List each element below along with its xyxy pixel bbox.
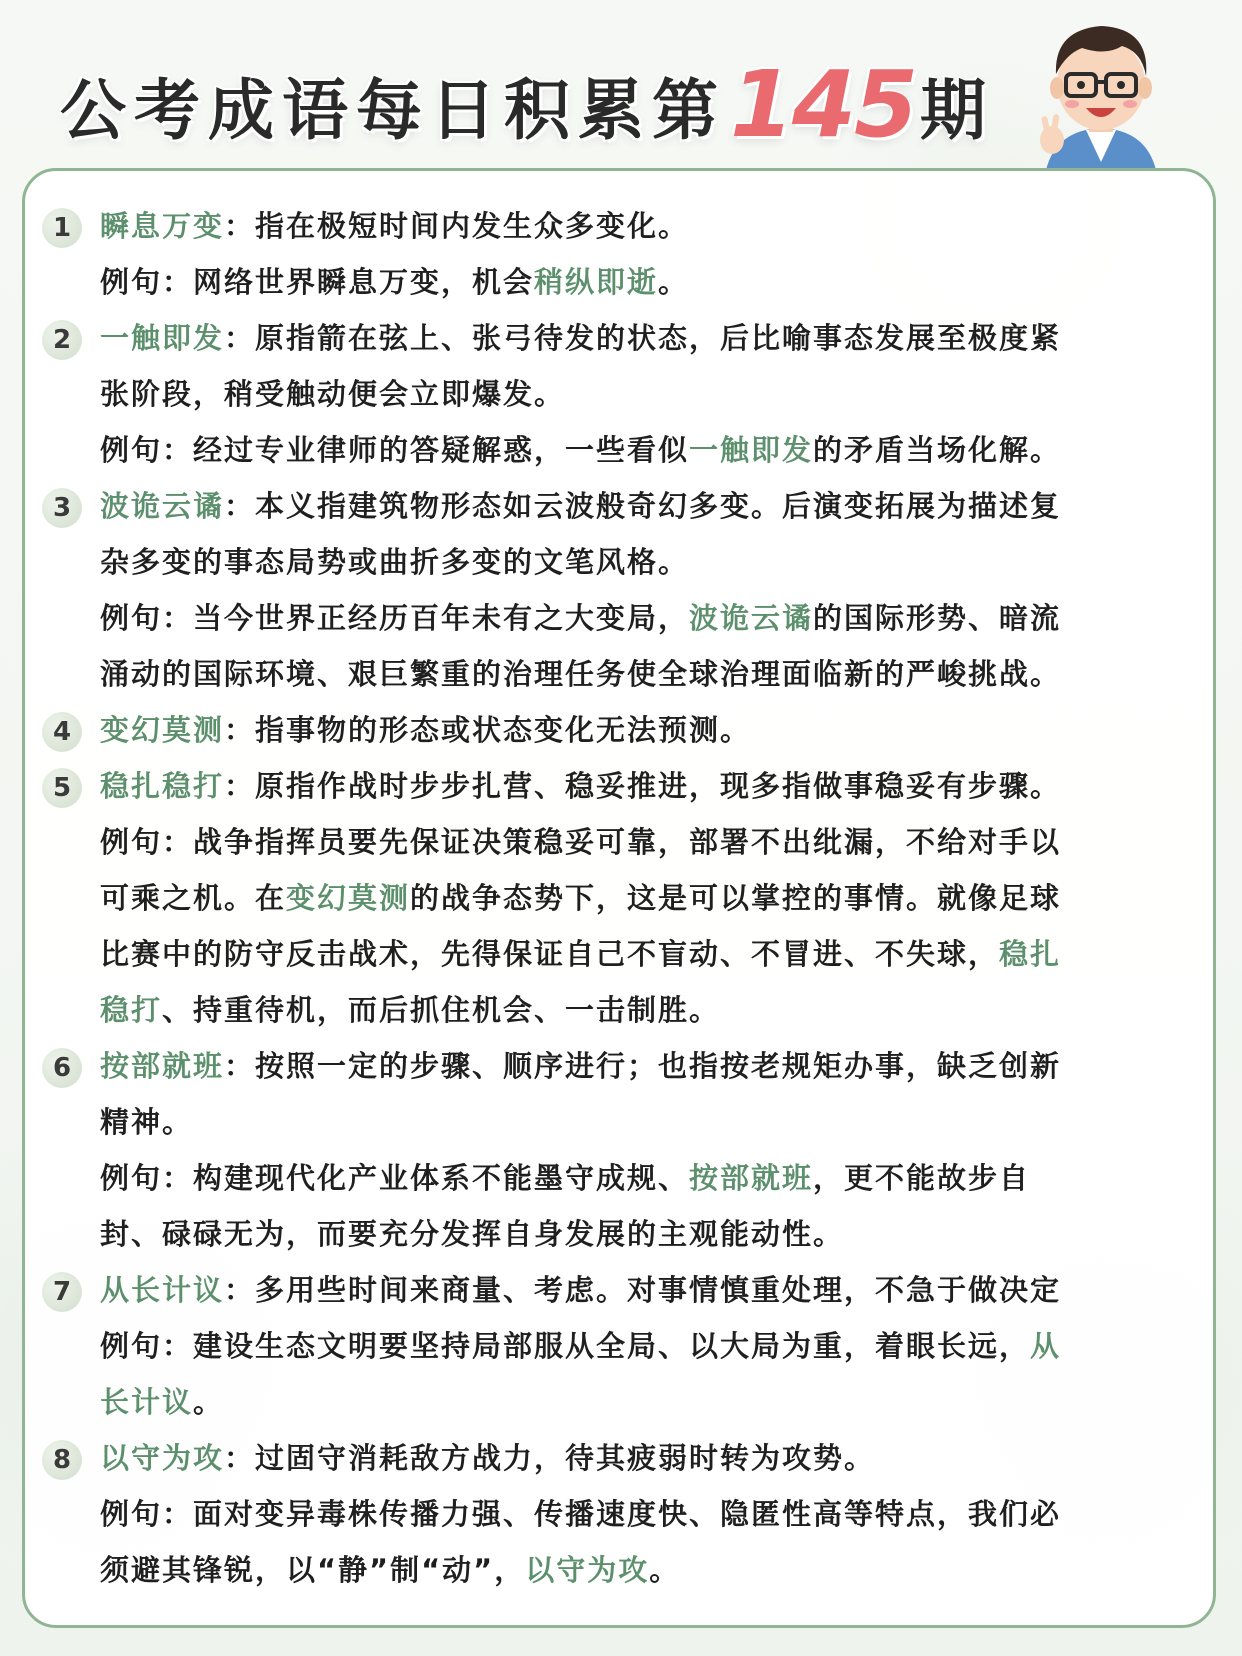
example-sentence: 例句：建设生态文明要坚持局部服从全局、以大局为重，着眼长远，从 — [100, 1329, 1062, 1363]
item-number: 5 — [42, 768, 82, 808]
example-sentence-cont: 长计议。 — [100, 1385, 225, 1419]
avatar-icon — [1026, 12, 1176, 170]
example-sentence: 例句：战争指挥员要先保证决策稳妥可靠，部署不出纰漏，不给对手以 — [100, 825, 1062, 859]
item-number: 3 — [42, 488, 82, 528]
example-sentence: 例句：网络世界瞬息万变，机会稍纵即逝。 — [100, 265, 690, 299]
example-sentence: 例句：构建现代化产业体系不能墨守成规、按部就班，更不能故步自 — [100, 1161, 1031, 1195]
idiom-definition: 指在极短时间内发生众多变化。 — [255, 209, 690, 243]
example-sentence-cont: 涌动的国际环境、艰巨繁重的治理任务使全球治理面临新的严峻挑战。 — [100, 657, 1062, 691]
example-sentence: 例句：经过专业律师的答疑解惑，一些看似一触即发的矛盾当场化解。 — [100, 433, 1062, 467]
idiom-term: 瞬息万变 — [100, 209, 225, 243]
item-number: 6 — [42, 1048, 82, 1088]
example-sentence-cont: 须避其锋锐，以“静”制“动”，以守为攻。 — [100, 1553, 681, 1587]
idiom-definition-cont: 张阶段，稍受触动便会立即爆发。 — [100, 377, 566, 411]
list-item: 4 变幻莫测：指事物的形态或状态变化无法预测。 — [42, 702, 1192, 758]
idiom-term: 以守为攻 — [100, 1441, 225, 1475]
idiom-term: 波诡云谲 — [100, 489, 225, 523]
list-item: 7 从长计议：多用些时间来商量、考虑。对事情慎重处理，不急于做决定 例句：建设生态文明要坚持局部服从全局、以大局为重，着眼长远，从 长计议。 — [42, 1262, 1192, 1430]
page-header — [60, 44, 986, 164]
idiom-definition-cont: 精神。 — [100, 1105, 194, 1139]
item-number: 7 — [42, 1272, 82, 1312]
idiom-definition: 多用些时间来商量、考虑。对事情慎重处理，不急于做决定 — [255, 1273, 1062, 1307]
idiom-list — [42, 198, 1192, 1598]
example-sentence-cont: 可乘之机。在变幻莫测的战争态势下，这是可以掌控的事情。就像足球 — [100, 881, 1062, 915]
idiom-definition: 本义指建筑物形态如云波般奇幻多变。后演变拓展为描述复 — [255, 489, 1062, 523]
item-number: 4 — [42, 712, 82, 752]
title-suffix: 期 — [920, 70, 987, 149]
page-title: 公考成语每日积累第 — [60, 70, 726, 149]
idiom-definition: 指事物的形态或状态变化无法预测。 — [255, 713, 752, 747]
list-item: 6 按部就班：按照一定的步骤、顺序进行；也指按老规矩办事，缺乏创新 精神。 例句：构建现代化产业体系不能墨守成规、按部就班，更不能故步自 封、碌碌无为，而要充分发挥自身发展的主观能动性。 — [42, 1038, 1192, 1262]
item-number: 2 — [42, 320, 82, 360]
idiom-term: 按部就班 — [100, 1049, 225, 1083]
idiom-definition: 原指作战时步步扎营、稳妥推进，现多指做事稳妥有步骤。 — [255, 769, 1062, 803]
example-sentence-cont: 封、碌碌无为，而要充分发挥自身发展的主观能动性。 — [100, 1217, 845, 1251]
idiom-definition: 按照一定的步骤、顺序进行；也指按老规矩办事，缺乏创新 — [255, 1049, 1062, 1083]
example-sentence-cont: 比赛中的防守反击战术，先得保证自己不盲动、不冒进、不失球，稳扎 — [100, 937, 1062, 971]
idiom-term: 从长计议 — [100, 1273, 225, 1307]
example-sentence: 例句：当今世界正经历百年未有之大变局，波诡云谲的国际形势、暗流 — [100, 601, 1062, 635]
idiom-definition: 原指箭在弦上、张弓待发的状态，后比喻事态发展至极度紧 — [255, 321, 1062, 355]
list-item: 8 以守为攻：过固守消耗敌方战力，待其疲弱时转为攻势。 例句：面对变异毒株传播力强、传播速度快、隐匿性高等特点，我们必 须避其锋锐，以“静”制“动”，以守为攻。 — [42, 1430, 1192, 1598]
example-sentence-cont: 稳打、持重待机，而后抓住机会、一击制胜。 — [100, 993, 721, 1027]
idiom-definition-cont: 杂多变的事态局势或曲折多变的文笔风格。 — [100, 545, 690, 579]
list-item: 5 稳扎稳打：原指作战时步步扎营、稳妥推进，现多指做事稳妥有步骤。 例句：战争指挥员要先保证决策稳妥可靠，部署不出纰漏，不给对手以 可乘之机。在变幻莫测的战争态势下，这是可以掌控的事情。就像足球 比赛中的防守反击战术，先得保证自己不盲动、不冒进、不失球，稳扎 稳打、持重待机，而后抓住机会、一击制胜。 — [42, 758, 1192, 1038]
issue-number: 145 — [730, 50, 917, 158]
item-number: 1 — [42, 208, 82, 248]
example-sentence: 例句：面对变异毒株传播力强、传播速度快、隐匿性高等特点，我们必 — [100, 1497, 1062, 1531]
idiom-term: 变幻莫测 — [100, 713, 225, 747]
idiom-term: 稳扎稳打 — [100, 769, 225, 803]
list-item: 2 一触即发：原指箭在弦上、张弓待发的状态，后比喻事态发展至极度紧 张阶段，稍受触动便会立即爆发。 例句：经过专业律师的答疑解惑，一些看似一触即发的矛盾当场化解。 — [42, 310, 1192, 478]
list-item: 3 波诡云谲：本义指建筑物形态如云波般奇幻多变。后演变拓展为描述复 杂多变的事态局势或曲折多变的文笔风格。 例句：当今世界正经历百年未有之大变局，波诡云谲的国际形势、暗流 涌动的国际环境、艰巨繁重的治理任务使全球治理面临新的严峻挑战。 — [42, 478, 1192, 702]
item-number: 8 — [42, 1440, 82, 1480]
list-item: 1 瞬息万变：指在极短时间内发生众多变化。 例句：网络世界瞬息万变，机会稍纵即逝。 — [42, 198, 1192, 310]
idiom-definition: 过固守消耗敌方战力，待其疲弱时转为攻势。 — [255, 1441, 876, 1475]
idiom-term: 一触即发 — [100, 321, 225, 355]
